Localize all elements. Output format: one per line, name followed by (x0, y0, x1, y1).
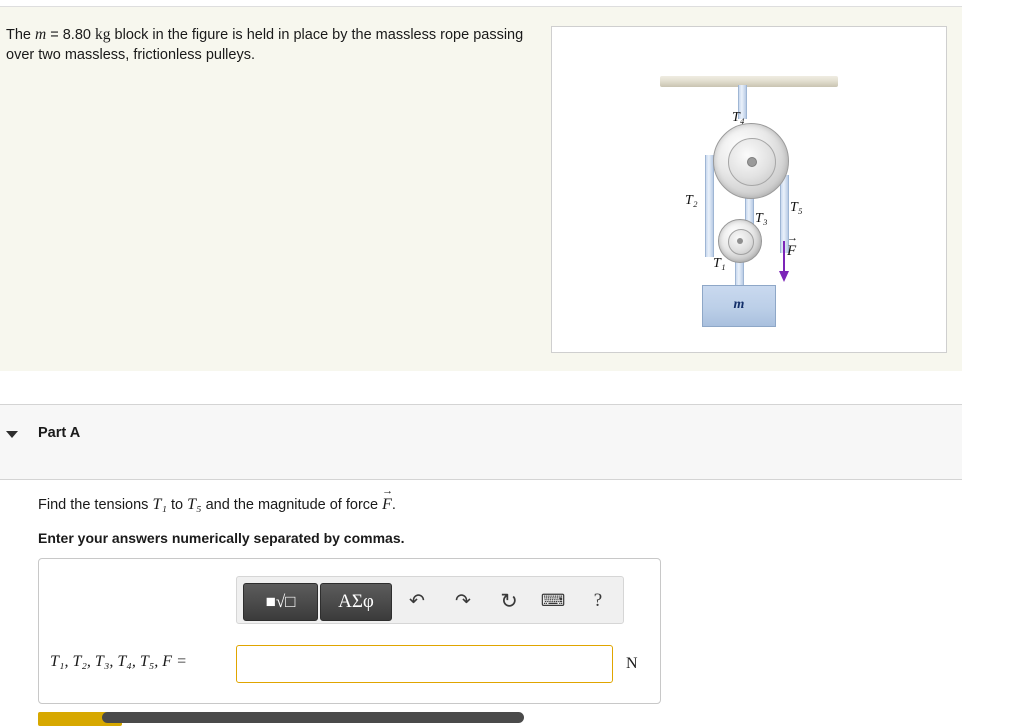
problem-statement-text (6, 25, 536, 65)
math-template-button[interactable]: ■√□ (243, 583, 318, 621)
ceiling-beam (660, 76, 838, 87)
question-t5: T₅ (187, 496, 202, 513)
problem-equals-value: = 8.80 (46, 27, 95, 43)
label-t2: T₂ (685, 193, 698, 208)
undo-icon[interactable]: ↶ (409, 590, 425, 612)
label-force-f-text: → F (787, 243, 796, 260)
problem-statement-panel (0, 6, 962, 371)
answer-instruction: Enter your answers numerically separated by commas. (38, 530, 405, 546)
label-t1: T₁ (713, 256, 726, 271)
bottom-action-row (38, 712, 488, 726)
equation-toolbar (236, 576, 624, 624)
rope-segment-t2 (705, 155, 714, 257)
question-pre: Find the tensions (38, 497, 153, 513)
figure-inner (552, 27, 946, 352)
block-mass-label: m (733, 297, 745, 312)
reset-icon[interactable]: ↻ (500, 589, 518, 613)
help-icon[interactable]: ? (593, 590, 603, 611)
redo-icon[interactable]: ↷ (455, 590, 471, 612)
question-text (38, 496, 396, 514)
label-t3: T₃ (755, 211, 768, 226)
label-t5: T₅ (790, 200, 803, 215)
part-a-title: Part A (38, 425, 81, 441)
problem-unit: kg (95, 26, 111, 43)
force-arrow-icon (783, 241, 785, 273)
collapse-caret-icon[interactable] (6, 431, 18, 438)
answer-unit-label: N (626, 655, 638, 672)
answer-variable-label: T₁, T₂, T₃, T₄, T₅, F = (50, 653, 187, 670)
answer-panel (38, 558, 661, 704)
part-a-header[interactable] (0, 405, 962, 480)
horizontal-scrollbar[interactable] (102, 712, 524, 723)
figure-image (551, 26, 947, 353)
small-pulley-hub (737, 238, 743, 244)
question-end: . (391, 497, 396, 513)
question-mid: to (166, 497, 188, 513)
problem-variable-m: m (35, 26, 47, 43)
label-t4: T₄ (732, 110, 745, 125)
large-pulley-hub (747, 157, 757, 167)
label-force-f (787, 243, 796, 260)
question-t1: T₁ (152, 496, 167, 513)
keyboard-icon[interactable]: ⌨ (540, 591, 566, 610)
question-force-f: → F (382, 496, 392, 514)
greek-symbols-button[interactable]: ΑΣφ (320, 583, 392, 621)
hanging-block (702, 285, 776, 327)
question-post: and the magnitude of force (201, 497, 383, 513)
large-pulley-icon (713, 123, 789, 199)
answer-input[interactable] (236, 645, 613, 683)
problem-text-after: block in the figure is held in place by the massless rope passing over two massless, frictionless pulleys. (6, 27, 524, 63)
right-gutter (962, 0, 1024, 728)
problem-text-before: The (6, 27, 36, 43)
